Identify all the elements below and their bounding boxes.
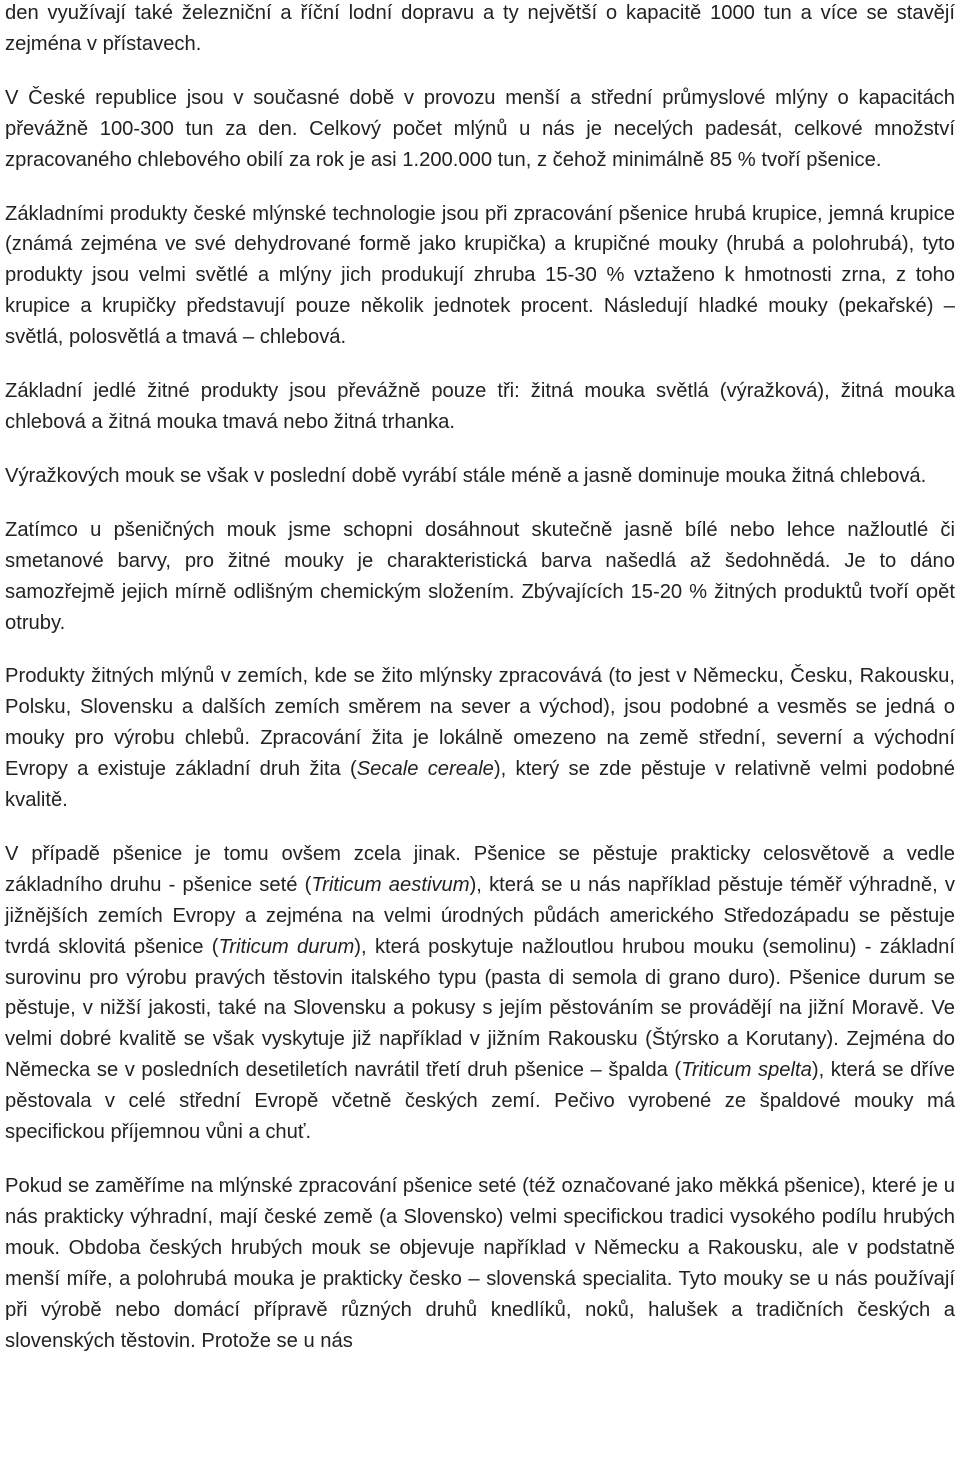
paragraph-8 — [5, 1171, 955, 1356]
latin-species-name: Triticum durum — [218, 935, 355, 958]
text-run: Pokud se zaměříme na mlýnské zpracování pšenice seté (též označované jako měkká pšenice), které je u nás prakticky výhradní, mají české země (a Slovensko) velmi specifickou tradici vysokého podílu hrubých mouk. Obdoba českých hrubých mouk se objevuje například v Německu a Rakousku, ale v podstatně menší míře, a polohrubá mouka je prakticky česko – slovenská specialita. Tyto mouky se u nás používají při výrobě nebo domácí přípravě různých druhů knedlíků, noků, halušek a tradičních českých a slovenských těstovin. Protože se u nás — [5, 1175, 955, 1352]
text-run: ), která se u nás například pěstuje téměř výhradně, v jižnějších zemích Evropy a zejména na velmi úrodných půdách amerického Středozápadu se pěstuje tvrdá sklovitá pšenice ( — [5, 873, 955, 958]
paragraph-1 — [5, 83, 955, 176]
latin-species-name: Secale cereale — [356, 758, 494, 781]
paragraph-0 — [5, 0, 955, 60]
paragraph-7 — [5, 839, 955, 1148]
latin-species-name: Triticum spelta — [681, 1059, 812, 1082]
text-run: Základní jedlé žitné produkty jsou převážně pouze tři: žitná mouka světlá (výražková), žitná mouka chlebová a žitná mouka tmavá nebo žitná trhanka. — [5, 380, 955, 433]
text-run: ), která poskytuje nažloutlou hrubou mouku (semolinu) - základní surovinu pro výrobu pravých těstovin italského typu (pasta di semola di grano duro). Pšenice durum se pěstuje, v nižší jakosti, také na Slovensku a pokusy s jejím pěstováním se provádějí na jižní Moravě. Ve velmi dobré kvalitě se však vyskytuje již například v jižním Rakousku (Štýrsko a Korutany). Zejména do Německa se v posledních desetiletích navrátil třetí druh pšenice – špalda ( — [5, 935, 955, 1082]
text-run: ), který se zde pěstuje v relativně velmi podobné kvalitě. — [5, 758, 956, 812]
text-run: Výražkových mouk se však v poslední době vyrábí stále méně a jasně dominuje mouka žitná chlebová. — [5, 464, 927, 487]
text-run: Produkty žitných mlýnů v zemích, kde se žito mlýnsky zpracovává (to jest v Německu, Česku, Rakousku, Polsku, Slovensku a dalších zemích směrem na sever a východ), jsou podobné a vesměs se jedná o mouky pro výrobu chlebů. Zpracování žita je lokálně omezeno na země střední, severní a východní Evropy a existuje základní druh žita ( — [5, 665, 955, 781]
paragraph-3 — [5, 376, 955, 438]
text-run: ), která se dříve pěstovala v celé střední Evropě včetně českých zemí. Pečivo vyrobené ze špaldové mouky má specifickou příjemnou vůni a chuť. — [5, 1059, 955, 1144]
text-run: V České republice jsou v současné době v provozu menší a střední průmyslové mlýny o kapacitách převážně 100-300 tun za den. Celkový počet mlýnů u nás je necelých padesát, celkové množství zpracovaného chlebového obilí za rok je asi 1.200.000 tun, z čehož minimálně 85 % tvoří pšenice. — [5, 86, 955, 171]
paragraph-5 — [5, 515, 955, 639]
paragraph-6 — [5, 661, 955, 816]
text-run: Zatímco u pšeničných mouk jsme schopni dosáhnout skutečně jasně bílé nebo lehce nažloutlé či smetanové barvy, pro žitné mouky je charakteristická barva našedlá až šedohnědá. Je to dáno samozřejmě jejich mírně odlišným chemickým složením. Zbývajících 15-20 % žitných produktů tvoří opět otruby. — [5, 518, 955, 634]
text-run: Základními produkty české mlýnské technologie jsou při zpracování pšenice hrubá krupice, jemná krupice (známá zejména ve své dehydrované formě jako krupička) a krupičné mouky (hrubá a polohrubá), tyto produkty jsou velmi světlé a mlýny jich produkují zhruba 15-30 % vztaženo k hmotnosti zrna, z toho krupice a krupičky představují pouze několik jednotek procent. Následují hladké mouky (pekařské) – světlá, polosvětlá a tmavá – chlebová. — [5, 202, 955, 349]
latin-species-name: Triticum aestivum — [311, 873, 470, 896]
text-run: den využívají také železniční a říční lodní dopravu a ty největší o kapacitě 1000 tun a více se stavějí zejména v přístavech. — [5, 2, 955, 55]
paragraph-4 — [5, 461, 955, 492]
text-run: V případě pšenice je tomu ovšem zcela jinak. Pšenice se pěstuje prakticky celosvětově a vedle základního druhu - pšenice seté ( — [5, 842, 955, 896]
paragraph-2 — [5, 199, 955, 354]
